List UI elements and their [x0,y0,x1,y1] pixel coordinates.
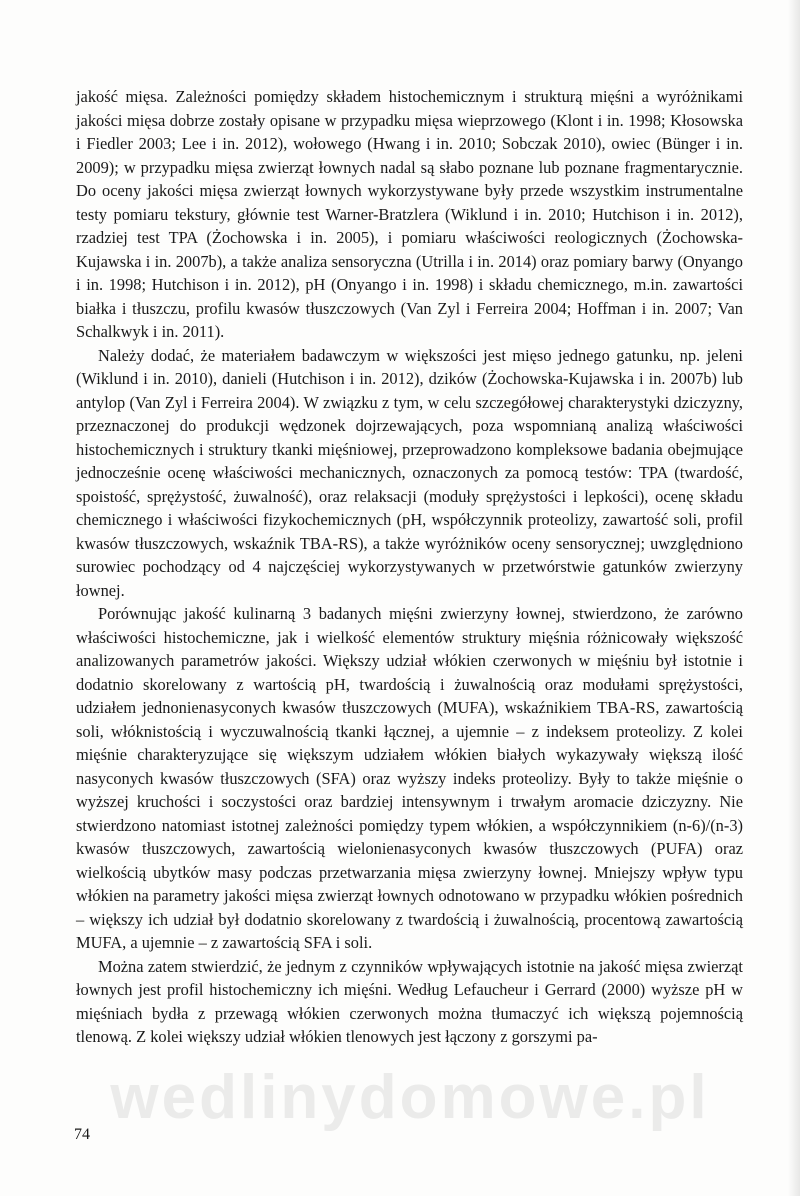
paragraph-3: Porównując jakość kulinarną 3 badanych mięśni zwierzyny łownej, stwierdzono, że zarówno właściwości histochemiczne, jak i wielkość elementów struktury mięśnia różnicowały większość analizowanych parametrów jakości. Większy udział włókien czerwonych w mięśniu był istotnie i dodatnio skorelowany z wartością pH, twardością i żuwalnością oraz modułami sprężystości, udziałem jednonienasyconych kwasów tłuszczowych (MUFA), wskaźnikiem TBA-RS, zawartością soli, włóknistością i wyczuwalnością tkanki łącznej, a ujemnie – z indeksem proteolizy. Z kolei mięśnie charakteryzujące się większym udziałem włókien białych wykazywały większą ilość nasyconych kwasów tłuszczowych (SFA) oraz wyższy indeks proteolizy. Były to także mięśnie o wyższej kruchości i soczystości oraz bardziej intensywnym i trwałym aromacie dziczyzny. Nie stwierdzono natomiast istotnej zależności pomiędzy typem włókien, a współczynnikiem (n-6)/(n-3) kwasów tłuszczowych, zawartością wielonienasyconych kwasów tłuszczowych (PUFA) oraz wielkością ubytków masy podczas przetwarzania mięsa zwierzyny łownej. Mniejszy wpływ typu włókien na parametry jakości mięsa zwierząt łownych odnotowano w przypadku włókien pośrednich – większy ich udział był dodatnio skorelowany z twardością i żuwalnością, procentową zawartością MUFA, a ujemnie – z zawartością SFA i soli. [76,604,743,952]
paragraph-2: Należy dodać, że materiałem badawczym w większości jest mięso jednego gatunku, np. jeleni (Wiklund i in. 2010), danieli (Hutchison i in. 2012), dzików (Żochowska-Kujawska i in. 2007b) lub antylop (Van Zyl i Ferreira 2004). W związku z tym, w celu szczegółowej charakterystyki dziczyzny, przeznaczonej do produkcji wędzonek dojrzewających, poza wspomnianą analizą właściwości histochemicznych i struktury tkanki mięśniowej, przeprowadzono kompleksowe badania obejmujące jednocześnie ocenę właściwości mechanicznych, oznaczonych za pomocą testów: TPA (twardość, spoistość, sprężystość, żuwalność), oraz relaksacji (moduły sprężystości i lepkości), ocenę składu chemicznego i właściwości fizykochemicznych (pH, współczynnik proteolizy, zawartość soli, profil kwasów tłuszczowych, wskaźnik TBA-RS), a także wyróżników oceny sensorycznej; uwzględniono surowiec pochodzący od 4 najczęściej wykorzystywanych w przetwórstwie gatunków zwierzyny łownej. [76,345,743,600]
paragraph-4: Można zatem stwierdzić, że jednym z czynników wpływających istotnie na jakość mięsa zwierząt łownych jest profil histochemiczny ich mięśni. Według Lefaucheur i Gerrard (2000) wyższe pH w mięśniach bydła z przewagą włókien czerwonych można tłumaczyć ich większą pojemnością tlenową. Z kolei większy udział włókien tlenowych jest łączony z gorszymi pa- [76,956,743,1046]
watermark: wedlinydomowe.pl [110,1063,710,1132]
paragraph-1: jakość mięsa. Zależności pomiędzy składem histochemicznym i strukturą mięśni a wyróżnikami jakości mięsa dobrze zostały opisane w przypadku mięsa wieprzowego (Klont i in. 1998; Kłosowska i Fiedler 2003; Lee i in. 2012), wołowego (Hwang i in. 2010; Sobczak 2010), owiec (Bünger i in. 2009); w przypadku mięsa zwierząt łownych nadal są słabo poznane lub poznane fragmentarycznie. Do oceny jakości mięsa zwierząt łownych wykorzystywane były przede wszystkim instrumentalne testy pomiaru tekstury, głównie test Warner-Bratzlera (Wiklund i in. 2010; Hutchison i in. 2012), rzadziej test TPA (Żochowska i in. 2005), i pomiaru właściwości reologicznych (Żochowska-Kujawska i in. 2007b), a także analiza sensoryczna (Utrilla i in. 2014) oraz pomiary barwy (Onyango i in. 1998; Hutchison i in. 2012), pH (Onyango i in. 1998) i składu chemicznego, m.in. zawartości białka i tłuszczu, profilu kwasów tłuszczowych (Van Zyl i Ferreira 2004; Hoffman i in. 2007; Van Schalkwyk i in. 2011). [76,87,743,341]
page-number: 74 [74,1126,90,1143]
body-text [76,85,743,1049]
page-edge-shadow [788,0,800,1196]
